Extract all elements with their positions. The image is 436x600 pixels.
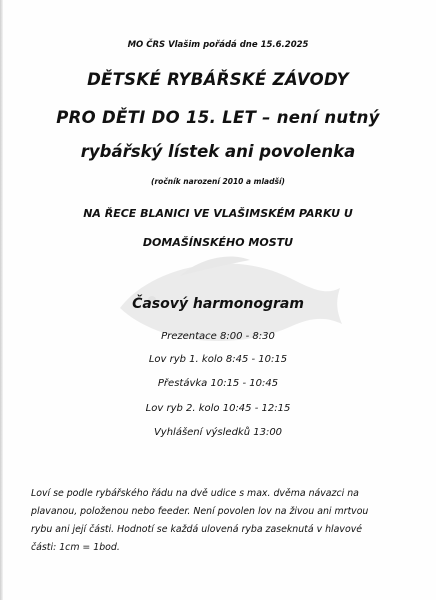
rules-line: rybu ani její části. Hodnotí se každá ulovená ryba zaseknutá v hlavové [31, 524, 363, 535]
schedule-item: Lov ryb 2. kolo 10:45 - 12:15 [145, 403, 291, 414]
rules-line: části: 1cm = 1bod. [31, 542, 120, 553]
schedule-item: Prezentace 8:00 - 8:30 [161, 331, 275, 342]
schedule-item: Vyhlášení výsledků 13:00 [153, 427, 283, 438]
rules-line: Loví se podle rybářského řádu na dvě udice s max. dvěma návazci na [31, 488, 359, 499]
title-line-1: DĚTSKÉ RYBÁŘSKÉ ZÁVODY [87, 70, 349, 89]
rules-paragraph [31, 485, 411, 557]
schedule-item: Lov ryb 1. kolo 8:45 - 10:15 [148, 354, 288, 365]
schedule-title: Časový harmonogram [132, 296, 304, 312]
title-line-2: PRO DĚTI DO 15. LET – není nutný [56, 108, 380, 127]
title-line-3: rybářský lístek ani povolenka [80, 142, 356, 161]
age-note: (ročník narození 2010 a mladší) [151, 177, 285, 186]
venue-line-1: NA ŘECE BLANICI VE VLAŠIMSKÉM PARKU U [83, 207, 353, 220]
rules-line: plavanou, položenou nebo feeder. Není povolen lov na živou ani mrtvou [31, 506, 369, 517]
venue-line-2: DOMAŠÍNSKÉHO MOSTU [142, 236, 294, 249]
organizer-line: MO ČRS Vlašim pořádá dne 15.6.2025 [127, 40, 309, 50]
schedule-item: Přestávka 10:15 - 10:45 [157, 378, 279, 389]
